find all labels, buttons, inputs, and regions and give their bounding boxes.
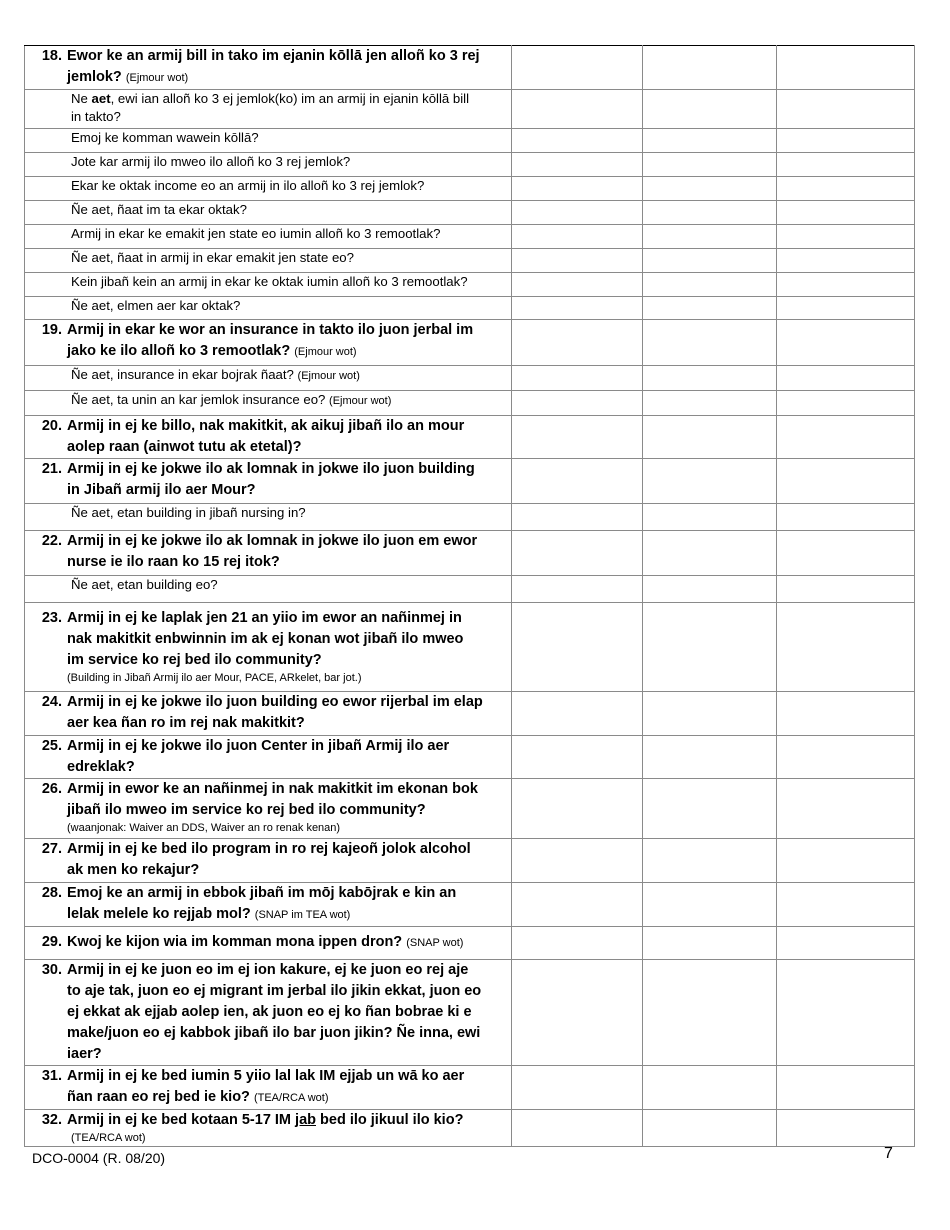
question-row-21 [25,459,915,504]
question-text: make/juon eo ej kabbok jibañ ilo bar juon jikin? Ñe inna, ewi [67,1025,481,1041]
answer-cell[interactable] [777,129,915,153]
question-text: to aje tak, juon eo ej migrant im jerbal ilo jikin ekkat, juon eo [67,983,482,999]
question-number: 20. [41,418,62,434]
question-note: (TEA/RCA wot) [71,1132,146,1144]
answer-cell[interactable] [777,90,915,129]
question-text: jako ke ilo alloñ ko 3 remootlak? [67,343,291,359]
answer-cell[interactable] [512,90,643,129]
answer-cell[interactable] [777,883,915,927]
question-row-22 [25,531,915,576]
answer-cell[interactable] [643,779,777,839]
answer-cell[interactable] [643,129,777,153]
sub-question-text: aet [91,91,111,106]
question-text: Armij in ej ke billo, nak makitkit, ak aikuj jibañ ilo an mour [67,418,465,434]
answer-cell[interactable] [777,1110,915,1147]
question-text: lelak melele ko rejjab mol? [67,906,251,922]
question-text: in Jibañ armij ilo aer Mour? [67,482,256,498]
answer-cell[interactable] [777,576,915,603]
answer-cell[interactable] [512,692,643,736]
sub-question-row [25,273,915,297]
sub-question-text: in takto? [71,109,121,124]
answer-cell[interactable] [512,225,643,249]
answer-cell[interactable] [777,839,915,883]
answer-cell[interactable] [643,692,777,736]
answer-cell[interactable] [512,883,643,927]
question-row-28 [25,883,915,927]
answer-cell[interactable] [777,46,915,90]
question-text: ñan raan eo rej bed ie kio? [67,1089,250,1105]
question-text: im service ko rej bed ilo community? [67,652,322,668]
question-number: 26. [41,781,62,797]
answer-cell[interactable] [512,201,643,225]
answer-cell[interactable] [777,736,915,779]
answer-cell[interactable] [512,927,643,960]
answer-cell[interactable] [643,927,777,960]
sub-question-text: Jote kar armij ilo mweo ilo alloñ ko 3 rej jemlok? [71,154,351,169]
question-number: 24. [41,694,62,710]
answer-cell[interactable] [643,177,777,201]
question-text: Armij in ej ke jokwe ilo ak lomnak in jokwe ilo juon em ewor [67,533,478,549]
answer-cell[interactable] [643,90,777,129]
answer-cell[interactable] [643,1066,777,1110]
question-number: 19. [41,322,62,338]
answer-cell[interactable] [777,531,915,576]
answer-cell[interactable] [643,273,777,297]
answer-cell[interactable] [512,459,643,504]
question-row-31 [25,1066,915,1110]
answer-cell[interactable] [643,249,777,273]
sub-question-text: Ñe aet, insurance in ekar bojrak ñaat? [71,367,294,382]
question-row-18 [25,46,915,90]
answer-cell[interactable] [643,153,777,177]
answer-cell[interactable] [777,297,915,320]
answer-cell[interactable] [777,1066,915,1110]
sub-question-row [25,576,915,603]
answer-cell[interactable] [512,603,643,692]
question-number: 28. [41,885,62,901]
answer-cell[interactable] [777,416,915,459]
question-text: edreklak? [67,759,135,775]
answer-cell[interactable] [512,736,643,779]
answer-cell[interactable] [777,153,915,177]
answer-cell[interactable] [777,320,915,366]
question-number: 22. [41,533,62,549]
sub-question-row [25,297,915,320]
question-row-32 [25,1110,915,1147]
sub-question-row [25,504,915,531]
question-text: Armij in ej ke bed ilo program in ro rej kajeoñ jolok alcohol [67,841,471,857]
answer-cell[interactable] [512,391,643,416]
form-id: DCO-0004 (R. 08/20) [32,1150,166,1166]
answer-cell[interactable] [777,177,915,201]
sub-question-note: (Ejmour wot) [329,395,392,407]
answer-cell[interactable] [643,201,777,225]
answer-cell[interactable] [643,576,777,603]
question-note: (SNAP wot) [406,937,464,949]
question-text: Armij in ej ke bed kotaan 5-17 IM [67,1112,296,1128]
answer-cell[interactable] [512,960,643,1066]
answer-cell[interactable] [777,273,915,297]
question-text: jibañ ilo mweo im service ko rej bed ilo community? [67,802,426,818]
question-row-25 [25,736,915,779]
sub-question-row [25,225,915,249]
answer-cell[interactable] [643,883,777,927]
question-text: Armij in ej ke bed iumin 5 yiio lal lak IM ejjab un wā ko aer [67,1068,465,1084]
sub-question-text: Ñe aet, etan building in jibañ nursing in? [71,505,306,520]
answer-cell[interactable] [512,779,643,839]
question-number: 31. [41,1068,62,1084]
sub-question-note: (Ejmour wot) [297,370,360,382]
question-row-19 [25,320,915,366]
answer-cell[interactable] [512,46,643,90]
sub-question-text: Emoj ke komman wawein kōllā? [71,130,259,145]
question-note: (SNAP im TEA wot) [254,909,351,921]
answer-cell[interactable] [512,153,643,177]
sub-question-text: Ekar ke oktak income eo an armij in ilo alloñ ko 3 rej jemlok? [71,178,425,193]
answer-cell[interactable] [512,504,643,531]
question-text: Kwoj ke kijon wia im komman mona ippen dron? [67,934,403,950]
sub-question-text: Ñe aet, etan building eo? [71,577,218,592]
answer-cell[interactable] [643,46,777,90]
question-row-26 [25,779,915,839]
sub-question-row [25,201,915,225]
page-number: 7 [884,1145,893,1162]
question-note: (Ejmour wot) [125,72,189,84]
answer-cell[interactable] [512,839,643,883]
sub-question-text: Ñe aet, elmen aer kar oktak? [71,298,241,313]
sub-question-row [25,129,915,153]
question-number: 18. [41,48,62,64]
answer-cell[interactable] [512,177,643,201]
answer-cell[interactable] [777,366,915,391]
answer-cell[interactable] [777,927,915,960]
answer-cell[interactable] [643,320,777,366]
answer-cell[interactable] [777,692,915,736]
answer-cell[interactable] [512,129,643,153]
question-number: 30. [41,962,62,978]
sub-question-text: Ne [71,91,92,106]
answer-cell[interactable] [777,201,915,225]
question-number: 25. [41,738,62,754]
answer-cell[interactable] [643,736,777,779]
question-note: (waanjonak: Waiver an DDS, Waiver an ro renak kenan) [67,822,341,834]
answer-cell[interactable] [777,225,915,249]
question-row-29 [25,927,915,960]
question-note: (Building in Jibañ Armij ilo aer Mour, PACE, ARkelet, bar jot.) [67,672,362,684]
answer-cell[interactable] [512,531,643,576]
answer-cell[interactable] [512,320,643,366]
answer-cell[interactable] [512,366,643,391]
answer-cell[interactable] [512,576,643,603]
question-text: Ewor ke an armij bill in tako im ejanin kōllā jen alloñ ko 3 rej [67,48,480,64]
question-text: Armij in ej ke juon eo im ej ion kakure, ej ke juon eo rej aje [67,962,469,978]
sub-question-row [25,391,915,416]
question-text: aer kea ñan ro im rej nak makitkit? [67,715,305,731]
question-note: (TEA/RCA wot) [253,1092,329,1104]
question-text: nurse ie ilo raan ko 15 rej itok? [67,554,280,570]
sub-question-row [25,90,915,129]
answer-cell[interactable] [643,504,777,531]
question-text: Armij in ekar ke wor an insurance in takto ilo juon jerbal im [67,322,474,338]
answer-cell[interactable] [512,273,643,297]
answer-cell[interactable] [643,603,777,692]
question-text: nak makitkit enbwinnin im ak ej konan wot jibañ ilo mweo [67,631,464,647]
question-number: 27. [41,841,62,857]
sub-question-text: Ñe aet, ñaat in armij in ekar emakit jen state eo? [71,250,354,265]
answer-cell[interactable] [512,416,643,459]
question-number: 21. [41,461,62,477]
question-text: Armij in ewor ke an nañinmej in nak makitkit im ekonan bok [67,781,478,797]
answer-cell[interactable] [512,297,643,320]
answer-cell[interactable] [643,297,777,320]
question-row-30 [25,960,915,1066]
questions-table [24,45,915,1147]
answer-cell[interactable] [777,504,915,531]
answer-cell[interactable] [777,779,915,839]
answer-cell[interactable] [777,603,915,692]
answer-cell[interactable] [643,225,777,249]
answer-cell[interactable] [643,1110,777,1147]
question-row-24 [25,692,915,736]
question-text: jemlok? [67,69,122,85]
answer-cell[interactable] [643,839,777,883]
sub-question-row [25,366,915,391]
answer-cell[interactable] [643,459,777,504]
question-text: aolep raan (ainwot tutu ak etetal)? [67,439,302,455]
question-number: 29. [41,934,62,950]
question-text: ej ekkat ak ejjab aolep ien, ak juon eo ej ko ñan bobrae ki e [67,1004,472,1020]
sub-question-row [25,177,915,201]
question-text: ak men ko rekajur? [67,862,200,878]
sub-question-text: Kein jibañ kein an armij in ekar ke oktak iumin alloñ ko 3 remootlak? [71,274,468,289]
answer-cell[interactable] [512,249,643,273]
question-text: Armij in ej ke jokwe ilo ak lomnak in jokwe ilo juon building [67,461,475,477]
question-text: bed ilo jikuul ilo kio? [316,1112,464,1128]
question-row-20 [25,416,915,459]
answer-cell[interactable] [643,391,777,416]
question-note: (Ejmour wot) [294,346,357,358]
answer-cell[interactable] [777,960,915,1066]
question-row-27 [25,839,915,883]
answer-cell[interactable] [777,391,915,416]
question-text: Emoj ke an armij in ebbok jibañ im mōj kabōjrak e kin an [67,885,457,901]
sub-question-text: Armij in ekar ke emakit jen state eo iumin alloñ ko 3 remootlak? [71,226,441,241]
answer-cell[interactable] [643,531,777,576]
answer-cell[interactable] [512,1066,643,1110]
answer-cell[interactable] [777,459,915,504]
answer-cell[interactable] [643,416,777,459]
sub-question-text: Ñe aet, ta unin an kar jemlok insurance eo? [71,392,326,407]
answer-cell[interactable] [512,1110,643,1147]
question-number: 23. [41,610,62,626]
question-number: 32. [41,1112,62,1128]
sub-question-row [25,153,915,177]
answer-cell[interactable] [777,249,915,273]
sub-question-text: Ñe aet, ñaat im ta ekar oktak? [71,202,247,217]
question-text: iaer? [67,1046,102,1062]
question-row-23 [25,603,915,692]
question-text: Armij in ej ke jokwe ilo juon building eo ewor rijerbal im elap [67,694,483,710]
answer-cell[interactable] [643,960,777,1066]
sub-question-text: , ewi ian alloñ ko 3 ej jemlok(ko) im an armij in ejanin kōllā bill [110,91,470,106]
answer-cell[interactable] [643,366,777,391]
question-text: Armij in ej ke jokwe ilo juon Center in jibañ Armij ilo aer [67,738,450,754]
sub-question-row [25,249,915,273]
question-text: Armij in ej ke laplak jen 21 an yiio im ewor an nañinmej in [67,610,462,626]
question-text: jab [295,1112,316,1128]
